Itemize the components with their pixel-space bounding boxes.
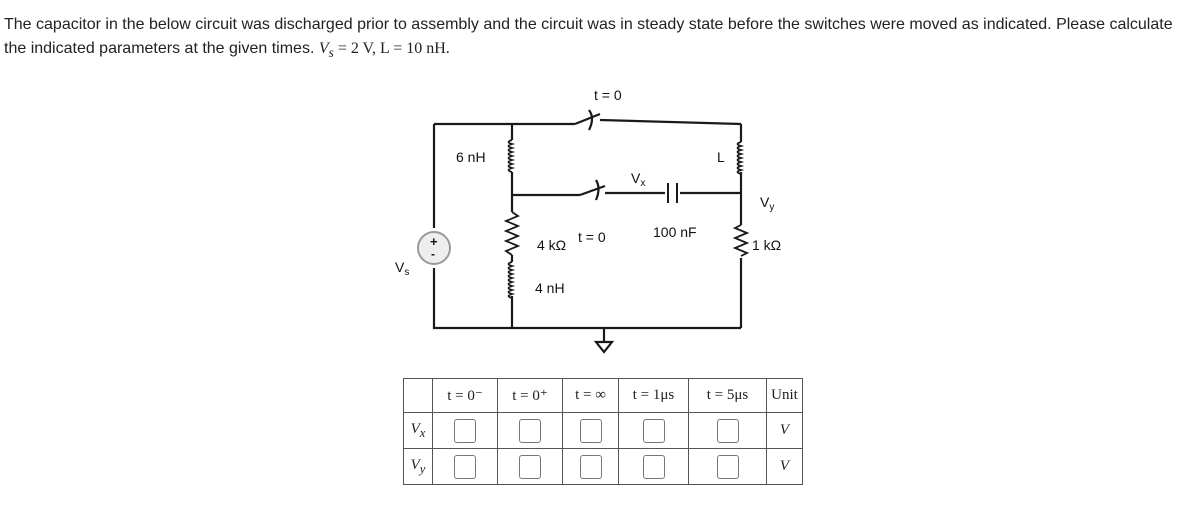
answer-input-vy-t1us[interactable] [643,455,665,479]
node-vy-label: $V_y$ [760,194,775,213]
header-t-0-plus: t = 0⁺ [498,379,563,413]
inductor-l-label: L [717,149,725,165]
switch-top [575,110,600,130]
switch-middle [580,180,605,200]
svg-text:+: + [430,234,438,249]
wire-left-bottom [434,268,741,328]
answer-input-vx-t0-plus[interactable] [519,419,541,443]
header-t-infinity: t = ∞ [563,379,619,413]
inductor-6nh [509,140,513,172]
voltage-source [418,232,450,264]
cell-vx-0-plus [498,413,563,449]
cell-vx-0-minus [433,413,498,449]
row-label-vx: $V_x$ [404,413,433,449]
resistor-4k-label: 4 kΩ [537,237,567,253]
ground-symbol [596,342,612,352]
header-row [404,379,803,413]
answer-input-vy-t0-minus[interactable] [454,455,476,479]
answer-input-vy-t5us[interactable] [717,455,739,479]
cell-vy-1us [619,449,689,485]
header-unit: Unit [767,379,803,413]
unit-vx: V [767,413,803,449]
answer-table [403,378,803,485]
inductor-4nh-label: 4 nH [535,280,565,296]
row-vy [404,449,803,485]
given-values: $V_s = 2$ V, L = 10 nH. [318,40,450,61]
switch-top-label: t = 0 [594,87,622,103]
cell-vy-infinity [563,449,619,485]
cell-vx-infinity [563,413,619,449]
row-label-vy: $V_y$ [404,449,433,485]
inductor-4nh [509,262,513,298]
answer-input-vx-t5us[interactable] [717,419,739,443]
cell-vx-5us [689,413,767,449]
header-corner [404,379,433,413]
inductor-l [738,142,742,174]
cell-vy-0-minus [433,449,498,485]
answer-input-vy-tinf[interactable] [580,455,602,479]
unit-vy: V [767,449,803,485]
header-t-5us: t = 5μs [689,379,767,413]
cell-vy-0-plus [498,449,563,485]
resistor-4k [506,212,518,255]
resistor-1k [735,225,747,256]
answer-input-vy-t0-plus[interactable] [519,455,541,479]
header-t-0-minus: t = 0⁻ [433,379,498,413]
row-vx [404,413,803,449]
inductor-6nh-label: 6 nH [456,149,486,165]
capacitor-label: 100 nF [653,224,697,240]
answer-input-vx-tinf[interactable] [580,419,602,443]
node-vx-label: $V_x$ [631,170,646,189]
resistor-1k-label: 1 kΩ [752,237,782,253]
answer-input-vx-t1us[interactable] [643,419,665,443]
source-label: $V_s$ [395,259,410,278]
header-t-1us: t = 1μs [619,379,689,413]
cell-vy-5us [689,449,767,485]
svg-text:-: - [431,247,435,261]
switch-middle-label: t = 0 [578,229,606,245]
wire-top-right [600,120,741,124]
cell-vx-1us [619,413,689,449]
capacitor [668,183,677,203]
problem-text: The capacitor in the below circuit was discharged prior to assembly and the circuit was in steady state before the switches were moved as indicated. Please calculate the indicated parameters at the given times. [4,16,1173,57]
answer-input-vx-t0-minus[interactable] [454,419,476,443]
